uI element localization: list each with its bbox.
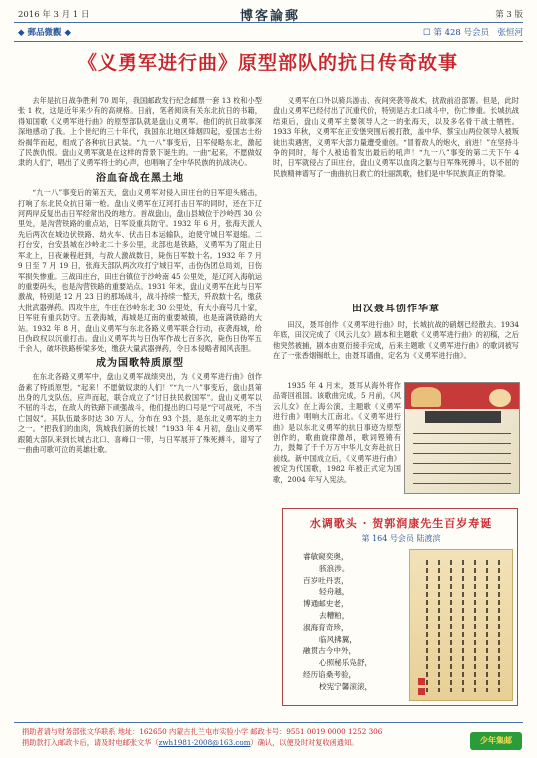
footer-divider [14,722,523,723]
article-left-column [18,96,262,724]
poem-box [282,508,518,706]
calligraphy-column [438,560,440,692]
issue-date: 2016 年 3 月 1 日 [18,10,90,20]
newsletter-brand: 博客論郵 [240,9,301,24]
right-column-body: 义勇军在口外以骑兵游击、夜间突袭等战术，扰敌前沿部署。但是，此时盘山义勇军已经付出了沉重代价，特别是古北口战斗中，伤亡惨重。长城抗战结束后，盘山义勇军主要领导人之一的张海天，以及多名骨干战士牺牲。1933 年秋，义勇军在正安堡突围后被打散，盖中华、蔡宝山两位领导人被叛徒出卖遇害，义勇军大部力量遭受重创。“冒着敌人的炮火，前进！”在坚持斗争的同时，每个人被追着发出最后的吼声！“九一八”事变的第二天下午 4 时，日军就侵占了田庄台，盘山义勇军以血肉之躯与日军殊死搏斗，以不屈的民族精神谱写了一曲曲抗日救亡的壮丽凯歌，他们是中华民族真正的脊梁。 [273,96,519,178]
author-member: ☐ 第 428 号会员 张恒河 [423,28,523,38]
donation-note [22,737,462,748]
section-heading-1: 浴血奋战在黑土地 [96,172,184,184]
music-staff-line [413,443,511,444]
calligraphy-column [450,560,452,692]
section-divider [14,41,523,42]
poem-author: 第 164 号会员 陆渡滨 [361,534,441,543]
poem-lines [297,551,405,693]
poem-line: 心照秘乐凫舒， [319,658,373,668]
contact-email-link[interactable]: zwh1981-2008@163.com [158,738,251,747]
poem-line: 博通邮史老， [303,599,349,609]
article-title: 《义勇军进行曲》原型部队的抗日传奇故事 [77,52,458,74]
music-staff-line [413,463,511,464]
poem-line: 睿敏窥奕奥， [303,552,349,561]
section-body-3: 田汉，聂耳创作《义勇军进行曲》时，长城抗战的硝烟已经散去。1934 年底，田汉完成了《风云儿女》剧本和主题歌《义勇军进行曲》的初稿，之后他突然被捕，剧本由夏衍接手完成，后来主题歌《义勇军进行曲》的歌词被写在了一张香烟锡纸上，由聂耳谱曲，定名为《义勇军进行曲》。 [273,320,519,361]
poem-line: 百岁吐丹衷， [303,575,349,585]
seal-stamp [418,688,425,695]
page-footer [22,726,462,748]
calligraphy-column [486,560,488,692]
calligraphy-column [426,560,428,692]
section-heading-2: 成为国歌特质原型 [96,357,184,369]
music-staff-line [413,483,511,484]
music-staff-line [413,453,511,454]
section-header [18,26,523,40]
poem-line: 经历谄桑考验， [303,669,357,679]
music-staff-line [413,433,511,434]
poem-line: 淑海育奇珍， [303,622,349,632]
stamp-sheet-image [404,382,520,494]
section-heading-3: 田汉聂耳创作华章 [352,304,440,314]
calligraphy-column [462,560,464,692]
poem-line: 骇浪涉。 [319,563,350,573]
page-number: 第 3 版 [495,10,523,20]
portrait-figure [489,389,511,407]
sheet-title-bar [425,411,501,423]
section-body-2: 在东北各路义勇军中，盘山义勇军战绩突出，为《义勇军进行曲》创作备素了特质原型。“起来！不愿做奴隶的人们！”“九一八”事变后，盘山县第出身的几支队伍，应声而起，联合成立了“讨日扶民救国军”。盘山义勇军以不屈的斗志，在敌人的铁蹄下顽强战斗，他们提出的口号是“宁可战死，不当亡国奴”。其队伍最多时达 30 万人，分布在 93 个县，是东北义勇军的主力之一。“把我们的血肉，筑城我们新的长城！”1933 年 4 月初，盘山义勇军跟随大部队来到长城古北口、喜峰口一带，与日军展开了殊死搏斗，谱写了一曲曲可歌可泣的英雄壮歌。 [18,372,262,454]
donation-note-prefix: 捐助款打入邮政卡后，请及时电邮张文华（ [22,738,159,747]
calligraphy-column [498,560,500,692]
seal-stamp [418,678,425,685]
youth-philately-logo: 少年集邮 [470,732,522,750]
music-staff-line [413,473,511,474]
soldier-figure [411,387,441,407]
poem-title: 水调歌头 · 贺郭润康先生百岁寿诞 [309,517,493,530]
donation-note-suffix: ）确认，以便及时对复收函通知。 [250,738,359,747]
donation-info: 捐助者请与财务部张文华联系 地址：162650 内蒙古扎兰屯市实验小学 邮政卡号：9551 0019 0000 1252 306 [22,727,383,736]
article-right-column [273,96,519,306]
section-body-1: “九一八”事变后的第五天，盘山义勇军对侵入田庄台的日军迎头痛击，打响了东北民众抗日第一枪。盘山义勇军在辽河打击日军的同时，还在下辽河两岸反复出击日军经常出没的地方。首战盘山，盘山县城位于沙岭西 30 公里处，是沟营铁路的重点站，日军设重兵防守。1932 年 6 月，张海天派人先后两次在城边伏铁路、劫火车、伏击日本运输队，迫使守城日军退缩。二打台安，台安县城在沙岭北二十多公里，北部也是铁路，义勇军为了阻止日军北上，日夜兼程赶到，与敌人激战数日，毙伤日军数十名。1932 年 7 月 9 日至 7 月 19 日，张海天部队两次攻打宁城日军，击伤伪团总局刘，日伤军损失惨重。三战田庄台，田庄台镇位于沙岭南 45 公里处，是辽河入海航运的重要码头，也是沟营铁路的重要站点。1931 年末，盘山义勇军在此与日军激战，特别是 12 月 23 日的那场战斗，战斗持续一整天，歼敌数十名，缴获大批武器弹药。四攻牛庄，牛庄在沙岭东北 30 公里处，有大小商号几十家，日军驻有重兵防守。五袭海城，海城是辽南的重要城镇，也是南满铁路的大站。1932 年 8 月，盘山义勇军与东北各路义勇军联合行动，夜袭海城，给日伪政权以沉重打击。盘山义勇军共与日伪军作战七百多次，毙伤日伪军五千余人，破坏铁路桥梁多处，缴获大量武器弹药，令日本侵略者闻风丧胆。 [18,188,262,354]
poem-line: 去糟粕， [319,610,350,620]
poem-line: 临风拂翼， [319,634,357,644]
poem-line: 校宪宁馨滚滚， [319,681,373,691]
section-body-3-narrow: 1935 年 4 月末，聂耳从海外将作品寄回祖国。该歌曲完成，5 月前，《风云儿女》在上海公演，主题歌《义勇军进行曲》唱响大江南北。《义勇军进行曲》是以东北义勇军的抗日事迹为原型创作的，歌曲旋律激昂，歌词铿锵有力，鼓舞了千千万万中华儿女奔赴抗日前线。新中国成立后，《义勇军进行曲》被定为代国歌，1982 年被正式定为国歌，2004 年写入宪法。 [273,381,401,484]
poem-line: 融贯古今中外， [303,646,357,656]
section-name: ◆ 郵品微觀 ◆ [18,28,71,38]
calligraphy-image [409,549,513,701]
article-intro: 去年是抗日战争胜利 70 周年，我国邮政发行纪念邮票一套 13 枚和小型张 1 枚，这是近年来少有的高规格。日前，笔者阅读有关东北抗日的书籍，得知国歌《义勇军进行曲》的原型部队就是盘山义勇军。他们的抗日故事深深地感动了我。上个世纪的三十年代，我国东北地区烽烟四起，爱国志士纷纷揭竿而起，组成了各种抗日武装。“九一八”事变后，日军侵略东北，激起了民族仇恨。盘山义勇军就是在这样的背景下诞生的。一曲“起来，不愿做奴隶的人们”，唱出了义勇军将士的心声，也唱响了全中华民族的抗战决心。 [18,96,262,168]
header-divider [14,22,523,23]
calligraphy-column [474,560,476,692]
page-header [18,5,523,24]
poem-line: 轻舟越， [319,587,350,597]
